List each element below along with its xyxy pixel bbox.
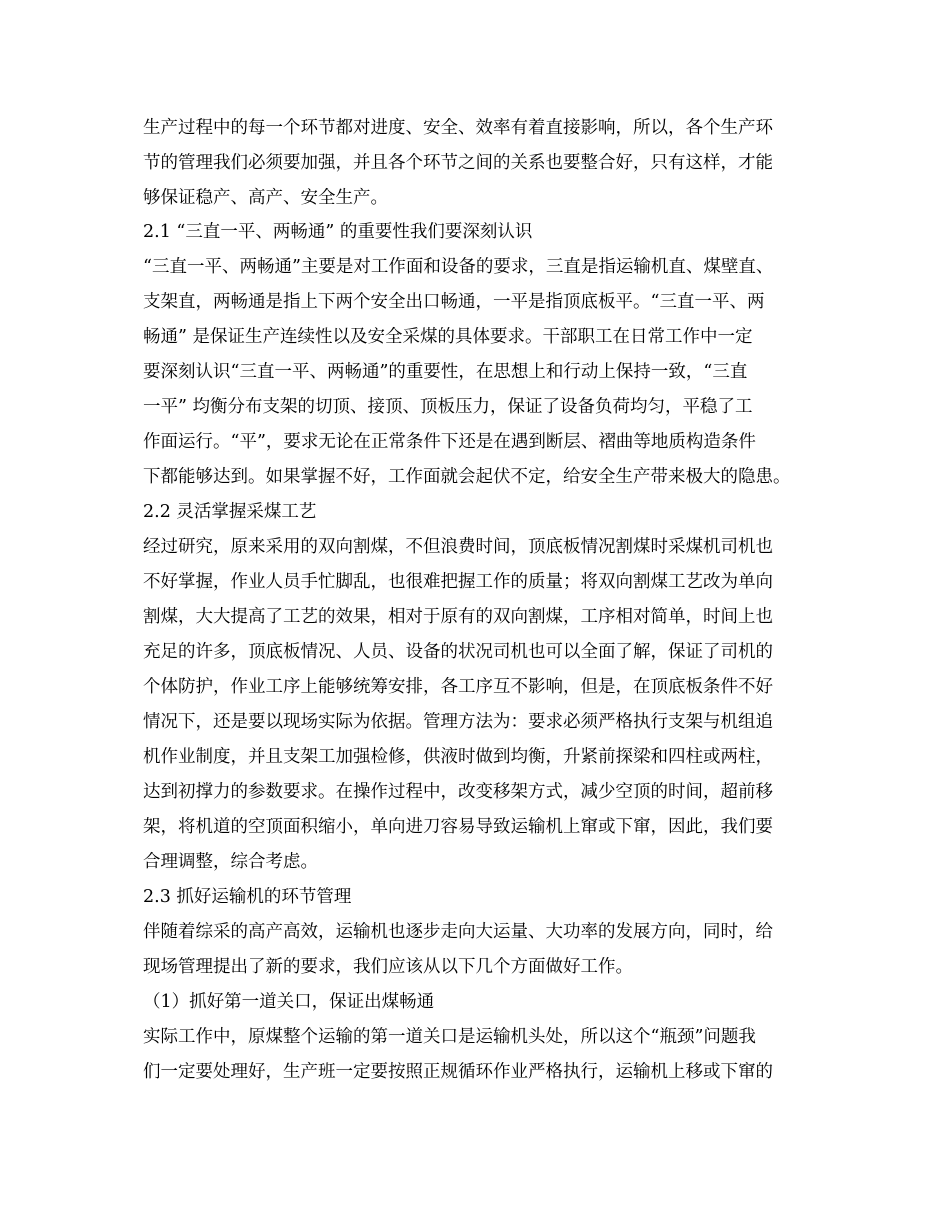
text-line: 畅通” 是保证生产连续性以及安全采煤的具体要求。干部职工在日常工作中一定 [143,327,753,347]
text-line: 们一定要处理好，生产班一定要按照正规循环作业严格执行，运输机上移或下窜的 [143,1062,773,1082]
text-line: 个体防护，作业工序上能够统筹安排，各工序互不影响，但是，在顶底板条件不好 [143,677,773,697]
text-line: 割煤，大大提高了工艺的效果，相对于原有的双向割煤，工序相对简单，时间上也 [143,607,773,627]
text-line: 情况下，还是要以现场实际为依据。管理方法为：要求必须严格执行支架与机组追 [143,712,773,732]
text-line: 够保证稳产、高产、安全生产。 [143,188,388,208]
text-line: 经过研究，原来采用的双向割煤，不但浪费时间，顶底板情况割煤时采煤机司机也 [143,537,773,557]
text-line: 现场管理提出了新的要求，我们应该从以下几个方面做好工作。 [143,957,633,977]
text-line: 不好掌握，作业人员手忙脚乱，也很难把握工作的质量；将双向割煤工艺改为单向 [143,572,773,592]
section-heading: 2.3 抓好运输机的环节管理 [143,887,352,907]
subsection-heading: （1）抓好第一道关口，保证出煤畅通 [143,992,435,1012]
text-line: 伴随着综采的高产高效，运输机也逐步走向大运量、大功率的发展方向，同时，给 [143,922,773,942]
text-line: 实际工作中，原煤整个运输的第一道关口是运输机头处，所以这个“瓶颈”问题我 [143,1027,756,1047]
section-heading: 2.1 “三直一平、两畅通” 的重要性我们要深刻认识 [143,222,533,242]
text-line: 作面运行。“平”，要求无论在正常条件下还是在遇到断层、褶曲等地质构造条件 [143,432,756,452]
text-line: 要深刻认识“三直一平、两畅通”的重要性，在思想上和行动上保持一致，“三直 [143,362,748,382]
text-line: 一平” 均衡分布支架的切顶、接顶、顶板压力，保证了设备负荷均匀，平稳了工 [143,397,753,417]
text-line: 架，将机道的空顶面积缩小，单向进刀容易导致运输机上窜或下窜，因此，我们要 [143,817,773,837]
text-line: 生产过程中的每一个环节都对进度、安全、效率有着直接影响，所以，各个生产环 [143,118,773,138]
text-line: 充足的许多，顶底板情况、人员、设备的状况司机也可以全面了解，保证了司机的 [143,642,773,662]
text-line: 支架直，两畅通是指上下两个安全出口畅通，一平是指顶底板平。“三直一平、两 [143,292,765,312]
text-line: 达到初撑力的参数要求。在操作过程中，改变移架方式，减少空顶的时间，超前移 [143,782,773,802]
text-line: 节的管理我们必须要加强，并且各个环节之间的关系也要整合好，只有这样，才能 [143,153,773,173]
text-line: “三直一平、两畅通”主要是对工作面和设备的要求，三直是指运输机直、煤壁直、 [143,257,774,277]
section-heading: 2.2 灵活掌握采煤工艺 [143,502,317,522]
text-line: 下都能够达到。如果掌握不好，工作面就会起伏不定，给安全生产带来极大的隐患。 [143,467,791,487]
text-line: 机作业制度，并且支架工加强检修，供液时做到均衡，升紧前探梁和四柱或两柱， [143,747,773,767]
text-line: 合理调整，综合考虑。 [143,852,318,872]
